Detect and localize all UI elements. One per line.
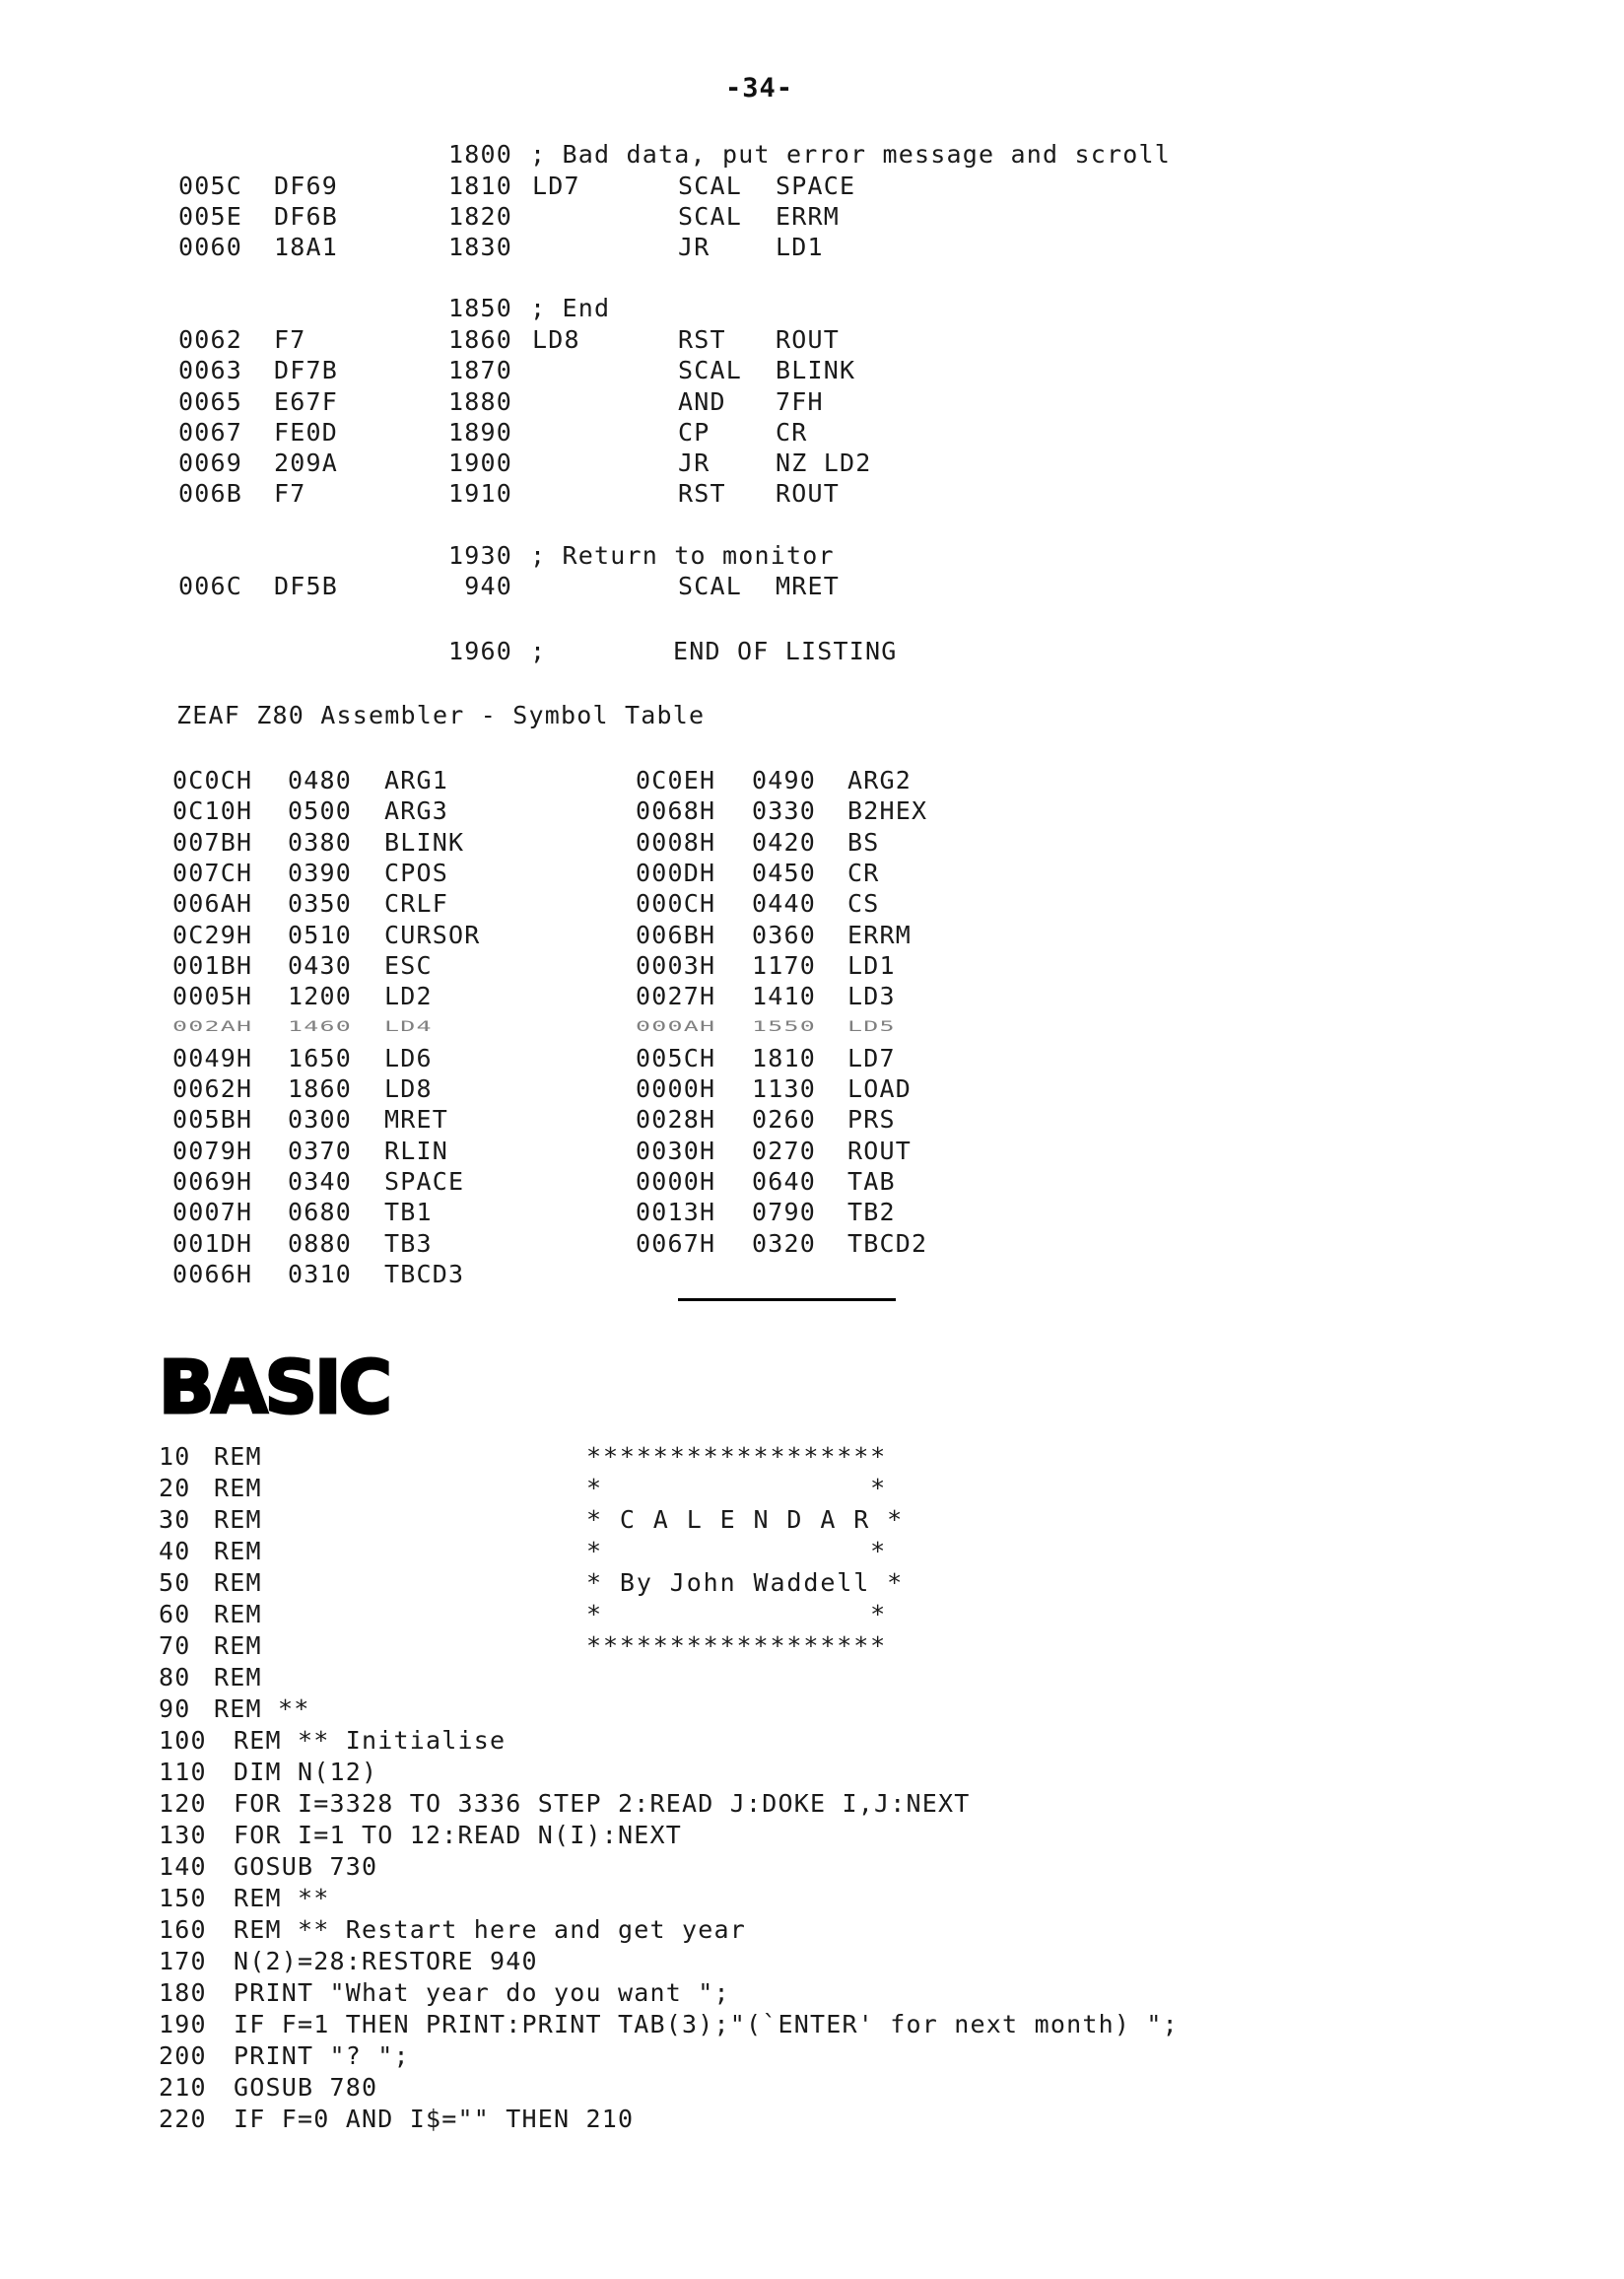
assembly-line-number: 1910 [448,479,513,508]
basic-statement: PRINT "What year do you want "; [234,1978,730,2007]
basic-line-number: 140 [159,1852,207,1881]
assembly-line [0,540,1624,571]
assembly-line-number: 1850 [448,294,513,322]
assembly-operand: ROUT [776,325,841,354]
basic-line-number: 220 [159,2105,207,2133]
basic-statement: REM ** [214,1694,310,1723]
assembly-opcode-bytes: 18A1 [274,233,339,261]
symbol-name: CPOS [384,858,449,887]
symbol-line-number: 0340 [288,1166,353,1196]
assembly-line [0,355,1624,385]
basic-statement: GOSUB 730 [234,1852,378,1881]
symbol-address: 0C29H [172,920,253,949]
basic-line-number: 60 [159,1600,191,1628]
basic-statement: FOR I=1 TO 12:READ N(I):NEXT [234,1821,683,1849]
symbol-line-number: 1130 [752,1074,817,1103]
assembly-address: 005E [178,202,243,231]
basic-line [159,1788,1538,1820]
symbol-line-number: 0420 [752,827,817,857]
basic-line-number: 210 [159,2073,207,2102]
basic-line [159,1820,1538,1851]
basic-statement: GOSUB 780 [234,2073,378,2102]
assembly-address: 0067 [178,418,243,447]
calendar-banner-text: ****************** [586,1442,888,1471]
symbol-name: LD5 [847,1018,896,1035]
basic-line-number: 80 [159,1663,191,1692]
calendar-banner-text: * * [586,1600,888,1628]
symbol-address: 002AH [172,1018,253,1035]
symbol-address: 0068H [636,796,716,826]
assembly-mnemonic: RST [678,325,726,354]
symbol-table-row [0,1104,1624,1135]
basic-statement: REM [214,1568,262,1597]
symbol-line-number: 0330 [752,796,817,826]
assembly-end-text: END OF LISTING [673,637,898,665]
symbol-name: CS [847,889,880,919]
symbol-address: 005CH [636,1043,716,1072]
symbol-table-row [0,1018,1624,1035]
assembly-mnemonic: JR [678,449,710,477]
basic-line [159,2040,1538,2072]
symbol-table-row [0,795,1624,826]
symbol-line-number: 0640 [752,1166,817,1196]
symbol-line-number: 0510 [288,920,353,949]
assembly-opcode-bytes: F7 [274,479,306,508]
symbol-line-number: 0880 [288,1228,353,1258]
symbol-table-row [0,888,1624,919]
basic-statement: REM [214,1600,262,1628]
basic-line-number: 160 [159,1915,207,1944]
assembly-line-number: 1860 [448,325,513,354]
symbol-address: 006BH [636,920,716,949]
basic-statement: DIM N(12) [234,1758,378,1786]
assembly-mnemonic: SCAL [678,572,743,600]
basic-line [159,1883,1538,1914]
symbol-address: 0067H [636,1228,716,1258]
symbol-table-row [0,981,1624,1011]
symbol-address: 007BH [172,827,253,857]
assembly-opcode-bytes: 209A [274,449,339,477]
page-number: -34- [725,73,794,104]
symbol-address: 0003H [636,950,716,980]
symbol-line-number: 1170 [752,950,817,980]
basic-line-number: 20 [159,1474,191,1502]
assembly-operand: ERRM [776,202,841,231]
symbol-line-number: 0790 [752,1198,817,1227]
assembly-address: 006B [178,479,243,508]
basic-statement: REM [214,1631,262,1660]
basic-statement: REM [214,1537,262,1565]
assembly-line [0,232,1624,262]
symbol-line-number: 0310 [288,1259,353,1288]
symbol-line-number: 0270 [752,1136,817,1165]
basic-line-number: 40 [159,1537,191,1565]
basic-line-number: 120 [159,1789,207,1818]
calendar-banner-text: * By John Waddell * [586,1568,905,1597]
basic-statement: IF F=1 THEN PRINT:PRINT TAB(3);"(`ENTER' for next month) "; [234,2010,1179,2038]
symbol-line-number: 0440 [752,889,817,919]
symbol-address: 0028H [636,1105,716,1135]
symbol-name: TB3 [384,1228,433,1258]
assembly-address: 0060 [178,233,243,261]
assembly-line-number: 1900 [448,449,513,477]
symbol-table-row [0,1228,1624,1259]
symbol-name: CURSOR [384,920,481,949]
symbol-name: CRLF [384,889,449,919]
symbol-name: BS [847,827,880,857]
symbol-address: 005BH [172,1105,253,1135]
assembly-line-number: 1870 [448,356,513,384]
symbol-name: LOAD [847,1074,913,1103]
basic-statement: REM ** Restart here and get year [234,1915,747,1944]
assembly-mnemonic: JR [678,233,710,261]
symbol-name: LD2 [384,982,433,1011]
symbol-table-row [0,858,1624,888]
symbol-address: 0030H [636,1136,716,1165]
symbol-line-number: 1460 [288,1018,353,1035]
assembly-line-number: 1800 [448,140,513,169]
symbol-address: 000CH [636,889,716,919]
assembly-line-number: 1890 [448,418,513,447]
basic-line-number: 100 [159,1726,207,1755]
basic-line-number: 50 [159,1568,191,1597]
symbol-line-number: 0450 [752,858,817,887]
basic-statement: PRINT "? "; [234,2041,410,2070]
basic-line [159,2009,1538,2040]
assembly-line-number: 1820 [448,202,513,231]
basic-line-number: 110 [159,1758,207,1786]
assembly-comment: ; End [530,294,611,322]
basic-statement: REM [214,1663,262,1692]
symbol-address: 0C10H [172,796,253,826]
symbol-name: LD3 [847,982,896,1011]
symbol-name: RLIN [384,1136,449,1165]
symbol-table-row [0,1166,1624,1197]
calendar-banner-text: * * [586,1474,888,1502]
symbol-name: SPACE [384,1166,465,1196]
symbol-name: BLINK [384,827,465,857]
assembly-operand: CR [776,418,808,447]
symbol-line-number: 0320 [752,1228,817,1258]
symbol-address: 001BH [172,950,253,980]
symbol-name: ARG3 [384,796,449,826]
symbol-name: LD4 [384,1018,433,1035]
symbol-table-row [0,827,1624,858]
basic-line [159,1473,1538,1504]
symbol-name: ERRM [847,920,913,949]
basic-line-number: 70 [159,1631,191,1660]
symbol-address: 0000H [636,1074,716,1103]
assembly-address: 0065 [178,387,243,416]
assembly-mnemonic: SCAL [678,172,743,200]
basic-line [159,1977,1538,2009]
basic-line [159,1567,1538,1599]
symbol-name: TBCD2 [847,1228,928,1258]
assembly-operand: 7FH [776,387,824,416]
basic-line [159,1536,1538,1567]
assembly-line [0,139,1624,170]
basic-line [159,1946,1538,1977]
symbol-line-number: 0370 [288,1136,353,1165]
symbol-name: LD1 [847,950,896,980]
symbol-address: 006AH [172,889,253,919]
assembly-mnemonic: AND [678,387,726,416]
symbol-address: 000DH [636,858,716,887]
symbol-name: LD8 [384,1074,433,1103]
assembly-line-number: 1810 [448,172,513,200]
symbol-name: MRET [384,1105,449,1135]
assembly-line [0,201,1624,232]
symbol-table-row [0,1043,1624,1073]
assembly-line-number: 940 [448,572,513,600]
assembly-operand: SPACE [776,172,856,200]
basic-line [159,1630,1538,1662]
symbol-line-number: 1200 [288,982,353,1011]
basic-line-number: 130 [159,1821,207,1849]
basic-statement: REM ** [234,1884,330,1912]
symbol-address: 0000H [636,1166,716,1196]
symbol-table-row [0,1259,1624,1289]
assembly-opcode-bytes: DF6B [274,202,339,231]
assembly-address: 0062 [178,325,243,354]
symbol-line-number: 1650 [288,1043,353,1072]
symbol-line-number: 0480 [288,766,353,794]
assembly-mnemonic: RST [678,479,726,508]
assembly-mnemonic: SCAL [678,356,743,384]
symbol-address: 007CH [172,858,253,887]
basic-line [159,1851,1538,1883]
assembly-line [0,636,1624,666]
assembly-line-number: 1880 [448,387,513,416]
assembly-address: 0069 [178,449,243,477]
assembly-opcode-bytes: F7 [274,325,306,354]
symbol-name: B2HEX [847,796,928,826]
assembly-operand: BLINK [776,356,856,384]
basic-line-number: 180 [159,1978,207,2007]
symbol-table-row [0,1197,1624,1227]
assembly-comment: ; Bad data, put error message and scroll [530,140,1172,169]
symbol-address: 0062H [172,1074,253,1103]
symbol-name: ARG1 [384,766,449,794]
assembly-line [0,448,1624,478]
assembly-line [0,171,1624,201]
symbol-name: CR [847,858,880,887]
symbol-line-number: 1860 [288,1074,353,1103]
assembly-opcode-bytes: DF5B [274,572,339,600]
symbol-name: ARG2 [847,766,913,794]
assembly-operand: LD1 [776,233,824,261]
symbol-address: 000AH [636,1018,716,1035]
symbol-address: 0066H [172,1259,253,1288]
assembly-comment: ; Return to monitor [530,541,835,570]
basic-statement: REM [214,1505,262,1534]
symbol-line-number: 0260 [752,1105,817,1135]
basic-statement: REM [214,1442,262,1471]
basic-line [159,1662,1538,1693]
symbol-name: PRS [847,1105,896,1135]
basic-line [159,1757,1538,1788]
symbol-address: 0008H [636,827,716,857]
basic-statement: IF F=0 AND I$="" THEN 210 [234,2105,635,2133]
symbol-address: 0013H [636,1198,716,1227]
assembly-opcode-bytes: E67F [274,387,339,416]
symbol-line-number: 0390 [288,858,353,887]
assembly-line [0,571,1624,601]
section-title-basic: BASIC [159,1346,389,1430]
symbol-table-row [0,1073,1624,1104]
assembly-line-number: 1930 [448,541,513,570]
symbol-line-number: 0380 [288,827,353,857]
assembly-address: 005C [178,172,243,200]
symbol-address: 0007H [172,1198,253,1227]
basic-line-number: 150 [159,1884,207,1912]
assembly-label: LD7 [532,172,580,200]
basic-statement: FOR I=3328 TO 3336 STEP 2:READ J:DOKE I,J:NEXT [234,1789,971,1818]
symbol-table-row [0,920,1624,950]
symbol-line-number: 0490 [752,766,817,794]
calendar-banner-text: ****************** [586,1631,888,1660]
symbol-address: 0005H [172,982,253,1011]
symbol-line-number: 0430 [288,950,353,980]
symbol-name: TAB [847,1166,896,1196]
symbol-table-row [0,765,1624,795]
symbol-address: 0C0CH [172,766,253,794]
symbol-address: 001DH [172,1228,253,1258]
assembly-line [0,417,1624,448]
basic-line [159,1599,1538,1630]
calendar-banner-text: * C A L E N D A R * [586,1505,905,1534]
basic-statement: REM [214,1474,262,1502]
symbol-line-number: 0680 [288,1198,353,1227]
assembly-line [0,324,1624,355]
calendar-banner-text: * * [586,1537,888,1565]
symbol-line-number: 1550 [752,1018,817,1035]
symbol-name: TB2 [847,1198,896,1227]
symbol-table-row [0,1136,1624,1166]
basic-line [159,2072,1538,2104]
assembly-operand: MRET [776,572,841,600]
assembly-opcode-bytes: DF69 [274,172,339,200]
assembly-line [0,386,1624,417]
basic-line-number: 200 [159,2041,207,2070]
symbol-name: LD7 [847,1043,896,1072]
basic-line-number: 190 [159,2010,207,2038]
basic-statement: N(2)=28:RESTORE 940 [234,1947,538,1975]
basic-line [159,2104,1538,2135]
basic-line [159,1504,1538,1536]
symbol-table-row [0,950,1624,981]
assembly-address: 006C [178,572,243,600]
basic-line-number: 30 [159,1505,191,1534]
symbol-line-number: 0350 [288,889,353,919]
symbol-address: 0049H [172,1043,253,1072]
basic-line [159,1914,1538,1946]
basic-line-number: 170 [159,1947,207,1975]
assembly-mnemonic: CP [678,418,710,447]
basic-statement: REM ** Initialise [234,1726,507,1755]
symbol-table-title: ZEAF Z80 Assembler - Symbol Table [176,701,706,729]
basic-line-number: 90 [159,1694,191,1723]
symbol-line-number: 0360 [752,920,817,949]
symbol-name: ROUT [847,1136,913,1165]
symbol-address: 0C0EH [636,766,716,794]
symbol-name: TBCD3 [384,1259,465,1288]
assembly-opcode-bytes: FE0D [274,418,339,447]
assembly-operand: ROUT [776,479,841,508]
assembly-comment: ; [530,637,547,665]
symbol-line-number: 0500 [288,796,353,826]
basic-line [159,1725,1538,1757]
symbol-address: 0079H [172,1136,253,1165]
assembly-line-number: 1830 [448,233,513,261]
basic-line [159,1441,1538,1473]
assembly-operand: NZ LD2 [776,449,872,477]
assembly-line [0,293,1624,323]
assembly-line [0,478,1624,509]
section-divider-rule [678,1298,896,1301]
symbol-name: ESC [384,950,433,980]
symbol-address: 0069H [172,1166,253,1196]
basic-line-number: 10 [159,1442,191,1471]
assembly-mnemonic: SCAL [678,202,743,231]
symbol-line-number: 1410 [752,982,817,1011]
assembly-opcode-bytes: DF7B [274,356,339,384]
symbol-line-number: 0300 [288,1105,353,1135]
symbol-line-number: 1810 [752,1043,817,1072]
assembly-label: LD8 [532,325,580,354]
assembly-address: 0063 [178,356,243,384]
symbol-name: TB1 [384,1198,433,1227]
symbol-name: LD6 [384,1043,433,1072]
symbol-address: 0027H [636,982,716,1011]
assembly-line-number: 1960 [448,637,513,665]
basic-line [159,1693,1538,1725]
